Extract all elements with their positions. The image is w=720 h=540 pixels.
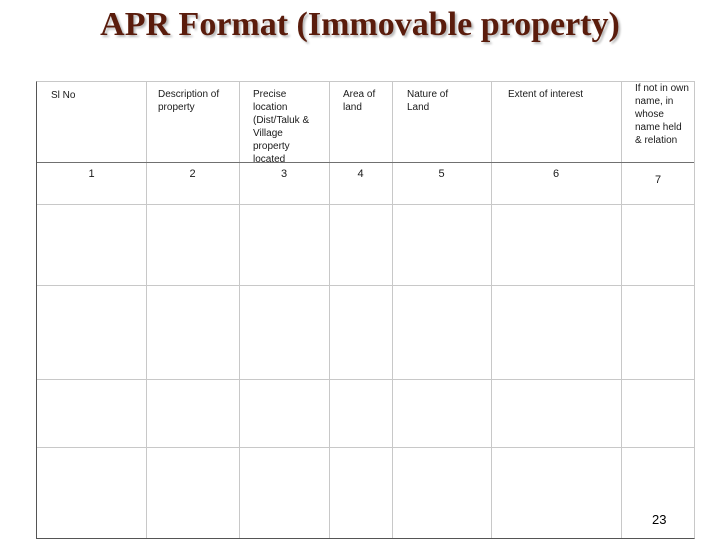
column-divider	[239, 82, 240, 538]
page-number: 23	[652, 512, 667, 527]
row-divider	[37, 204, 694, 205]
column-divider	[329, 82, 330, 538]
column-header-held-by: If not in own name, in whose name held & relation	[635, 83, 689, 146]
column-divider	[146, 82, 147, 538]
column-header-location: Precise location (Dist/Taluk & Village property located	[253, 89, 310, 165]
column-number: 6	[552, 168, 560, 180]
column-header-description: Description of property	[158, 89, 220, 113]
apr-table	[36, 81, 695, 539]
column-number: 1	[88, 168, 95, 180]
column-header-area: Area of land	[343, 89, 376, 113]
row-divider	[37, 447, 694, 448]
column-header-nature: Nature of Land	[407, 89, 449, 113]
page-title: APR Format (Immovable property)	[100, 6, 620, 43]
column-number: 4	[357, 168, 364, 180]
column-divider	[491, 82, 492, 538]
column-number: 3	[280, 168, 288, 180]
column-number: 7	[654, 174, 662, 186]
column-divider	[392, 82, 393, 538]
column-header-sl-no: Sl No	[51, 90, 76, 101]
column-number: 5	[438, 168, 445, 180]
row-divider	[37, 285, 694, 286]
header-divider	[37, 162, 694, 163]
column-header-extent: Extent of interest	[508, 89, 584, 100]
column-divider	[621, 82, 622, 538]
column-number: 2	[189, 168, 196, 180]
row-divider	[37, 379, 694, 380]
